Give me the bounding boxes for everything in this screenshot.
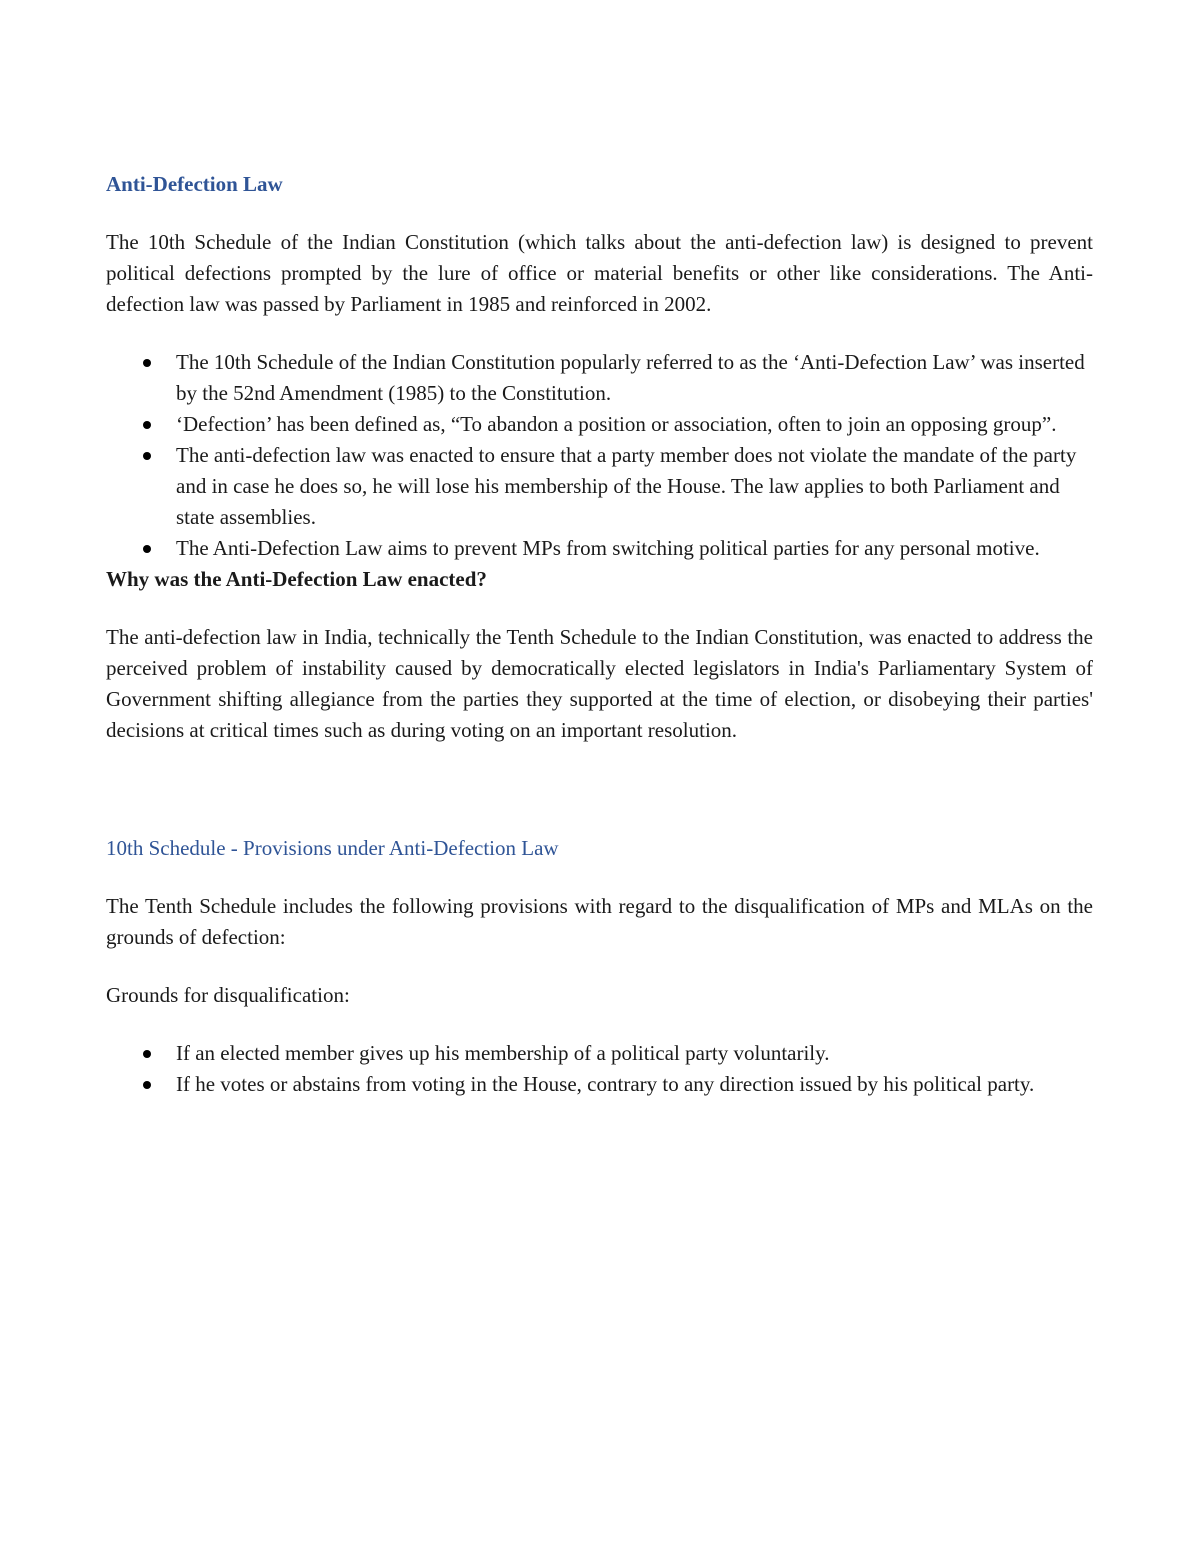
- list-item: [106, 1069, 1093, 1100]
- bullet-icon: [143, 421, 151, 429]
- section-heading-anti-defection-law: Anti-Defection Law: [106, 172, 283, 196]
- list-item-text: The 10th Schedule of the Indian Constitution popularly referred to as the ‘Anti-Defection Law’ was inserted by the 52nd Amendment (1985) to the Constitution.: [176, 350, 1085, 405]
- question-heading: Why was the Anti-Defection Law enacted?: [106, 567, 487, 591]
- list-item: [106, 347, 1093, 409]
- spacer: [106, 773, 1093, 833]
- intro-paragraph: The 10th Schedule of the Indian Constitution (which talks about the anti-defection law) is designed to prevent political defections prompted by the lure of office or material benefits or other like considerations. The Anti-defection law was passed by Parliament in 1985 and reinforced in 2002.: [106, 230, 1093, 316]
- list-item: [106, 533, 1093, 564]
- section-heading-provisions: 10th Schedule - Provisions under Anti-Defection Law: [106, 836, 559, 860]
- list-item: [106, 1038, 1093, 1069]
- list-item-text: ‘Defection’ has been defined as, “To abandon a position or association, often to join an opposing group”.: [176, 412, 1057, 436]
- list-item-text: If he votes or abstains from voting in the House, contrary to any direction issued by his political party.: [176, 1072, 1035, 1096]
- provisions-intro-paragraph: The Tenth Schedule includes the following provisions with regard to the disqualification of MPs and MLAs on the grounds of defection:: [106, 894, 1093, 949]
- list-item-text: The anti-defection law was enacted to ensure that a party member does not violate the mandate of the party and in case he does so, he will lose his membership of the House. The law applies to both Parliament and state assemblies.: [176, 443, 1077, 529]
- bullet-list-1: [106, 347, 1093, 564]
- list-item-text: The Anti-Defection Law aims to prevent MPs from switching political parties for any personal motive.: [176, 536, 1040, 560]
- bullet-list-2: [106, 1038, 1093, 1100]
- bullet-icon: [143, 1050, 151, 1058]
- bullet-icon: [143, 1081, 151, 1089]
- list-item: [106, 440, 1093, 533]
- list-item-text: If an elected member gives up his membership of a political party voluntarily.: [176, 1041, 830, 1065]
- bullet-icon: [143, 452, 151, 460]
- bullet-icon: [143, 359, 151, 367]
- bullet-icon: [143, 545, 151, 553]
- answer-paragraph: The anti-defection law in India, technically the Tenth Schedule to the Indian Constitution, was enacted to address the perceived problem of instability caused by democratically elected legislators in India's Parliamentary System of Government shifting allegiance from the parties they supported at the time of election, or disobeying their parties' decisions at critical times such as during voting on an important resolution.: [106, 625, 1093, 742]
- grounds-subheading: Grounds for disqualification:: [106, 983, 350, 1007]
- document-page: [106, 169, 1093, 1100]
- list-item: [106, 409, 1093, 440]
